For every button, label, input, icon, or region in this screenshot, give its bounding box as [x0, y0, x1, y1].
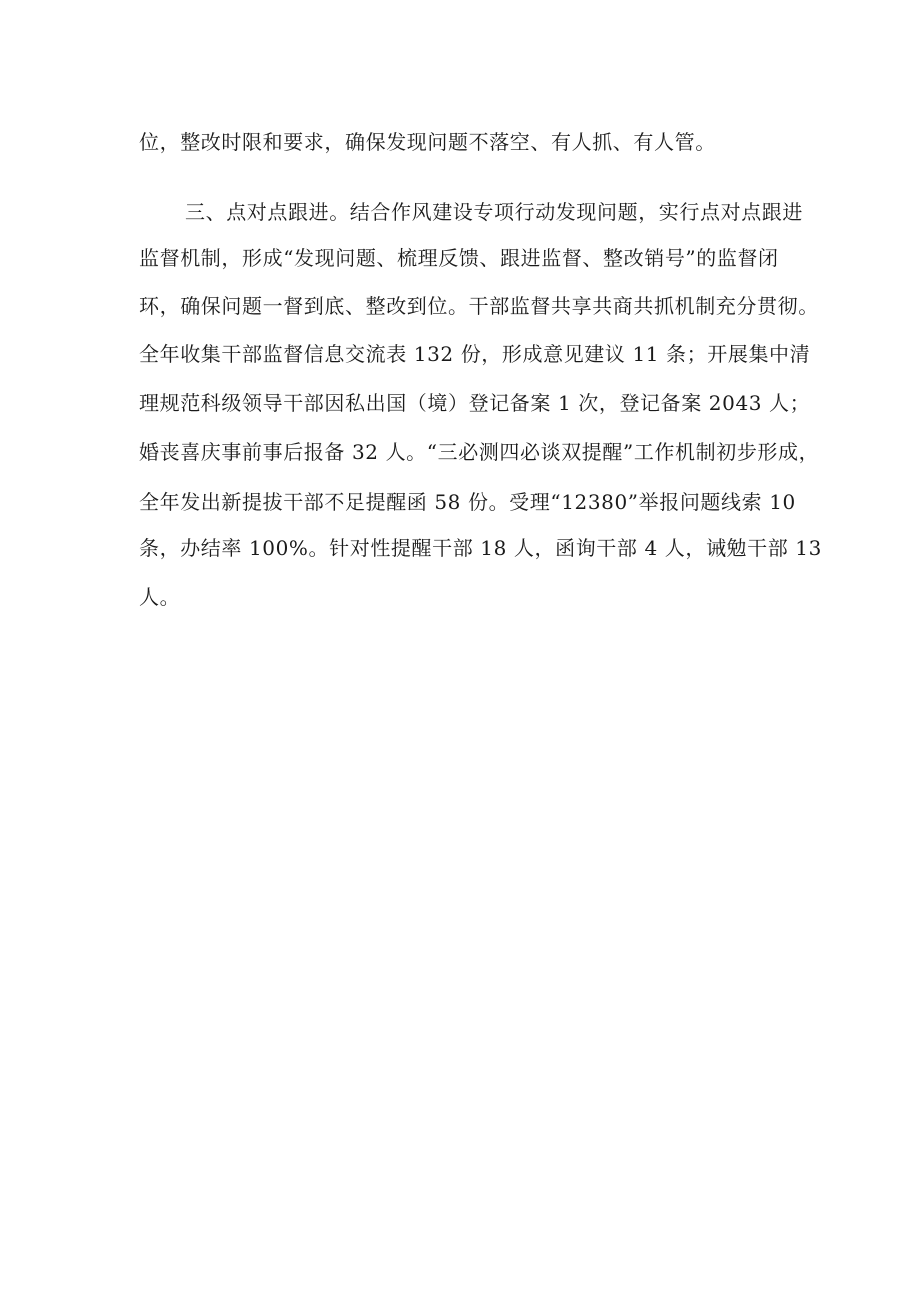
paragraph-line: 监督机制，形成“发现问题、梳理反馈、跟进监督、整改销号”的监督闭 [139, 246, 779, 270]
paragraph-line: 全年收集干部监督信息交流表 132 份，形成意见建议 11 条；开展集中清 [139, 342, 811, 366]
paragraph-line: 位，整改时限和要求，确保发现问题不落空、有人抓、有人管。 [139, 130, 716, 154]
paragraph-line: 婚丧喜庆事前事后报备 32 人。“三必测四必谈双提醒”工作机制初步形成， [139, 440, 820, 464]
paragraph-line: 理规范科级领导干部因私出国（境）登记备案 1 次，登记备案 2043 人； [139, 391, 811, 415]
paragraph-line: 条，办结率 100%。针对性提醒干部 18 人，函询干部 4 人，诫勉干部 13 [139, 536, 822, 560]
paragraph-line: 全年发出新提拔干部不足提醒函 58 份。受理“12380”举报问题线索 10 [139, 490, 796, 514]
section-heading-line: 三、点对点跟进。结合作风建设专项行动发现问题，实行点对点跟进 [185, 200, 803, 224]
paragraph-line: 环，确保问题一督到底、整改到位。干部监督共享共商共抓机制充分贯彻。 [139, 294, 819, 318]
paragraph-line: 人。 [139, 585, 181, 609]
